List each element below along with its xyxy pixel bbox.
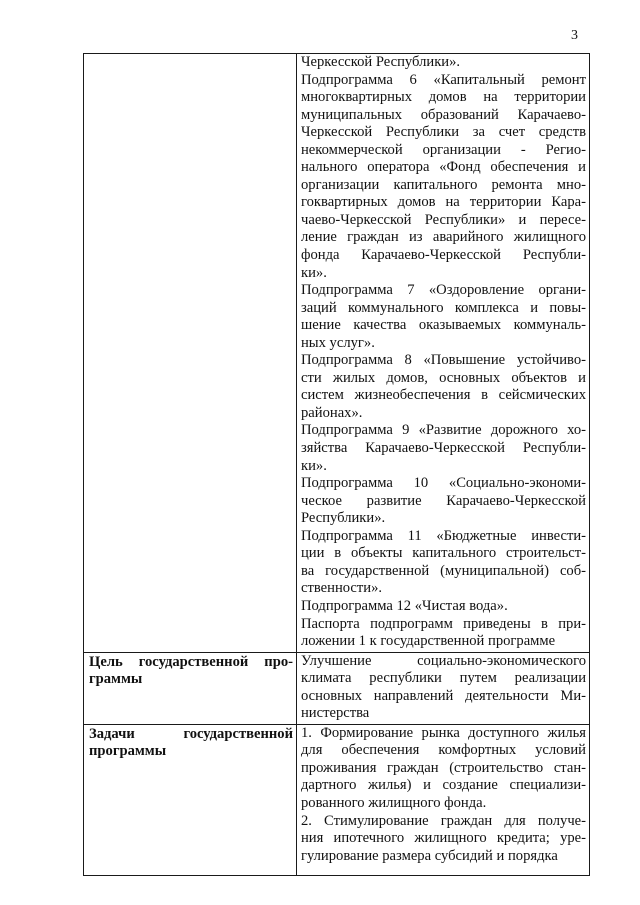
text-line: Подпрограмма 9 «Развитие дорожного хо-	[301, 422, 586, 439]
text-line: проживания граждан (строительство стан-	[301, 759, 586, 776]
text-line: основных направлений деятельности Ми-	[301, 687, 586, 704]
text-line: рованного жилищного фонда.	[301, 794, 487, 811]
text-line: ческое развитие Карачаево-Черкесской	[301, 492, 586, 509]
paragraph	[301, 653, 586, 723]
text-line: шение качества оказываемых коммуналь-	[301, 317, 586, 334]
text-line: ции в объекты капитального строительст-	[301, 545, 586, 562]
text-line: зяйства Карачаево-Черкесской Республи-	[301, 440, 586, 457]
text-line: для обеспечения комфортных условий	[301, 742, 586, 759]
row-label-line: программы	[89, 743, 167, 760]
text-line: заций коммунального комплекса и повы-	[301, 299, 586, 316]
text-line: сти жилых домов, основных объектов и	[301, 369, 586, 386]
text-line: Подпрограмма 10 «Социально-экономи-	[301, 475, 586, 492]
text-line: 2. Стимулирование граждан для получе-	[301, 812, 586, 829]
paragraph	[301, 72, 586, 283]
text-line: Черкесской Республики за счет средств	[301, 124, 586, 141]
text-line: Подпрограмма 8 «Повышение устойчиво-	[301, 352, 586, 369]
text-line: Подпрограмма 12 «Чистая вода».	[301, 597, 508, 614]
row-label-cell	[84, 724, 297, 875]
text-line: гулирование размера субсидий и порядка	[301, 847, 558, 864]
text-line: Республики».	[301, 510, 386, 527]
text-line: Улучшение социально-экономического	[301, 652, 586, 669]
text-line: дартного жилья) и создание специализи-	[301, 777, 586, 794]
text-line: районах».	[301, 404, 363, 421]
text-line: чаево-Черкесской Республики» и пересе-	[301, 211, 586, 228]
text-line: некоммерческой организации - Регио-	[301, 141, 586, 158]
page-number: 3	[571, 28, 578, 43]
paragraph	[301, 422, 586, 475]
text-line: систем жизнеобеспечения в сейсмических	[301, 387, 586, 404]
text-line: Черкесской Республики».	[301, 54, 461, 70]
program-tasks-row	[84, 724, 590, 875]
text-line: ки».	[301, 264, 327, 281]
row-content-cell	[297, 54, 590, 653]
row-content-cell	[297, 652, 590, 724]
paragraph	[301, 282, 586, 352]
text-line: ление граждан из аварийного жилищного	[301, 229, 586, 246]
text-line: нального оператора «Фонд обеспечения и	[301, 159, 586, 176]
text-line: климата республики путем реализации	[301, 670, 586, 687]
paragraph	[301, 813, 586, 866]
row-label-line: Цель государственной про-	[89, 653, 293, 670]
text-line: ных услуг».	[301, 334, 375, 351]
paragraph	[301, 528, 586, 598]
program-passport-table	[83, 53, 590, 876]
paragraph	[301, 725, 586, 813]
text-line: многоквартирных домов на территории	[301, 89, 586, 106]
row-content-cell	[297, 724, 590, 875]
text-line: ния ипотечного жилищного кредита; уре-	[301, 830, 586, 847]
text-line: Подпрограмма 6 «Капитальный ремонт	[301, 71, 586, 88]
subprograms-continued-row	[84, 54, 590, 653]
text-line: 1. Формирование рынка доступного жилья	[301, 724, 586, 741]
text-line: ственности».	[301, 580, 383, 597]
text-line: муниципальных образований Карачаево-	[301, 106, 586, 123]
text-line: Подпрограмма 7 «Оздоровление органи-	[301, 282, 586, 299]
paragraph	[301, 352, 586, 422]
paragraph	[301, 475, 586, 528]
text-line: Подпрограмма 11 «Бюджетные инвести-	[301, 527, 586, 544]
row-label-cell	[84, 54, 297, 653]
paragraph	[301, 598, 586, 616]
row-label-line: граммы	[89, 671, 143, 688]
row-label-cell	[84, 652, 297, 724]
paragraph	[301, 54, 586, 72]
text-line: нистерства	[301, 705, 370, 722]
row-label-line: Задачи государственной	[89, 725, 293, 742]
text-line: ва государственной (муниципальной) соб-	[301, 562, 586, 579]
program-goal-row	[84, 652, 590, 724]
text-line: гоквартирных домов на территории Кара-	[301, 194, 586, 211]
text-line: Паспорта подпрограмм приведены в при-	[301, 615, 586, 632]
text-line: ки».	[301, 457, 327, 474]
paragraph	[301, 616, 586, 651]
text-line: фонда Карачаево-Черкесской Республи-	[301, 247, 586, 264]
text-line: ложении 1 к государственной программе	[301, 633, 556, 650]
text-line: организации капитального ремонта мно-	[301, 176, 586, 193]
